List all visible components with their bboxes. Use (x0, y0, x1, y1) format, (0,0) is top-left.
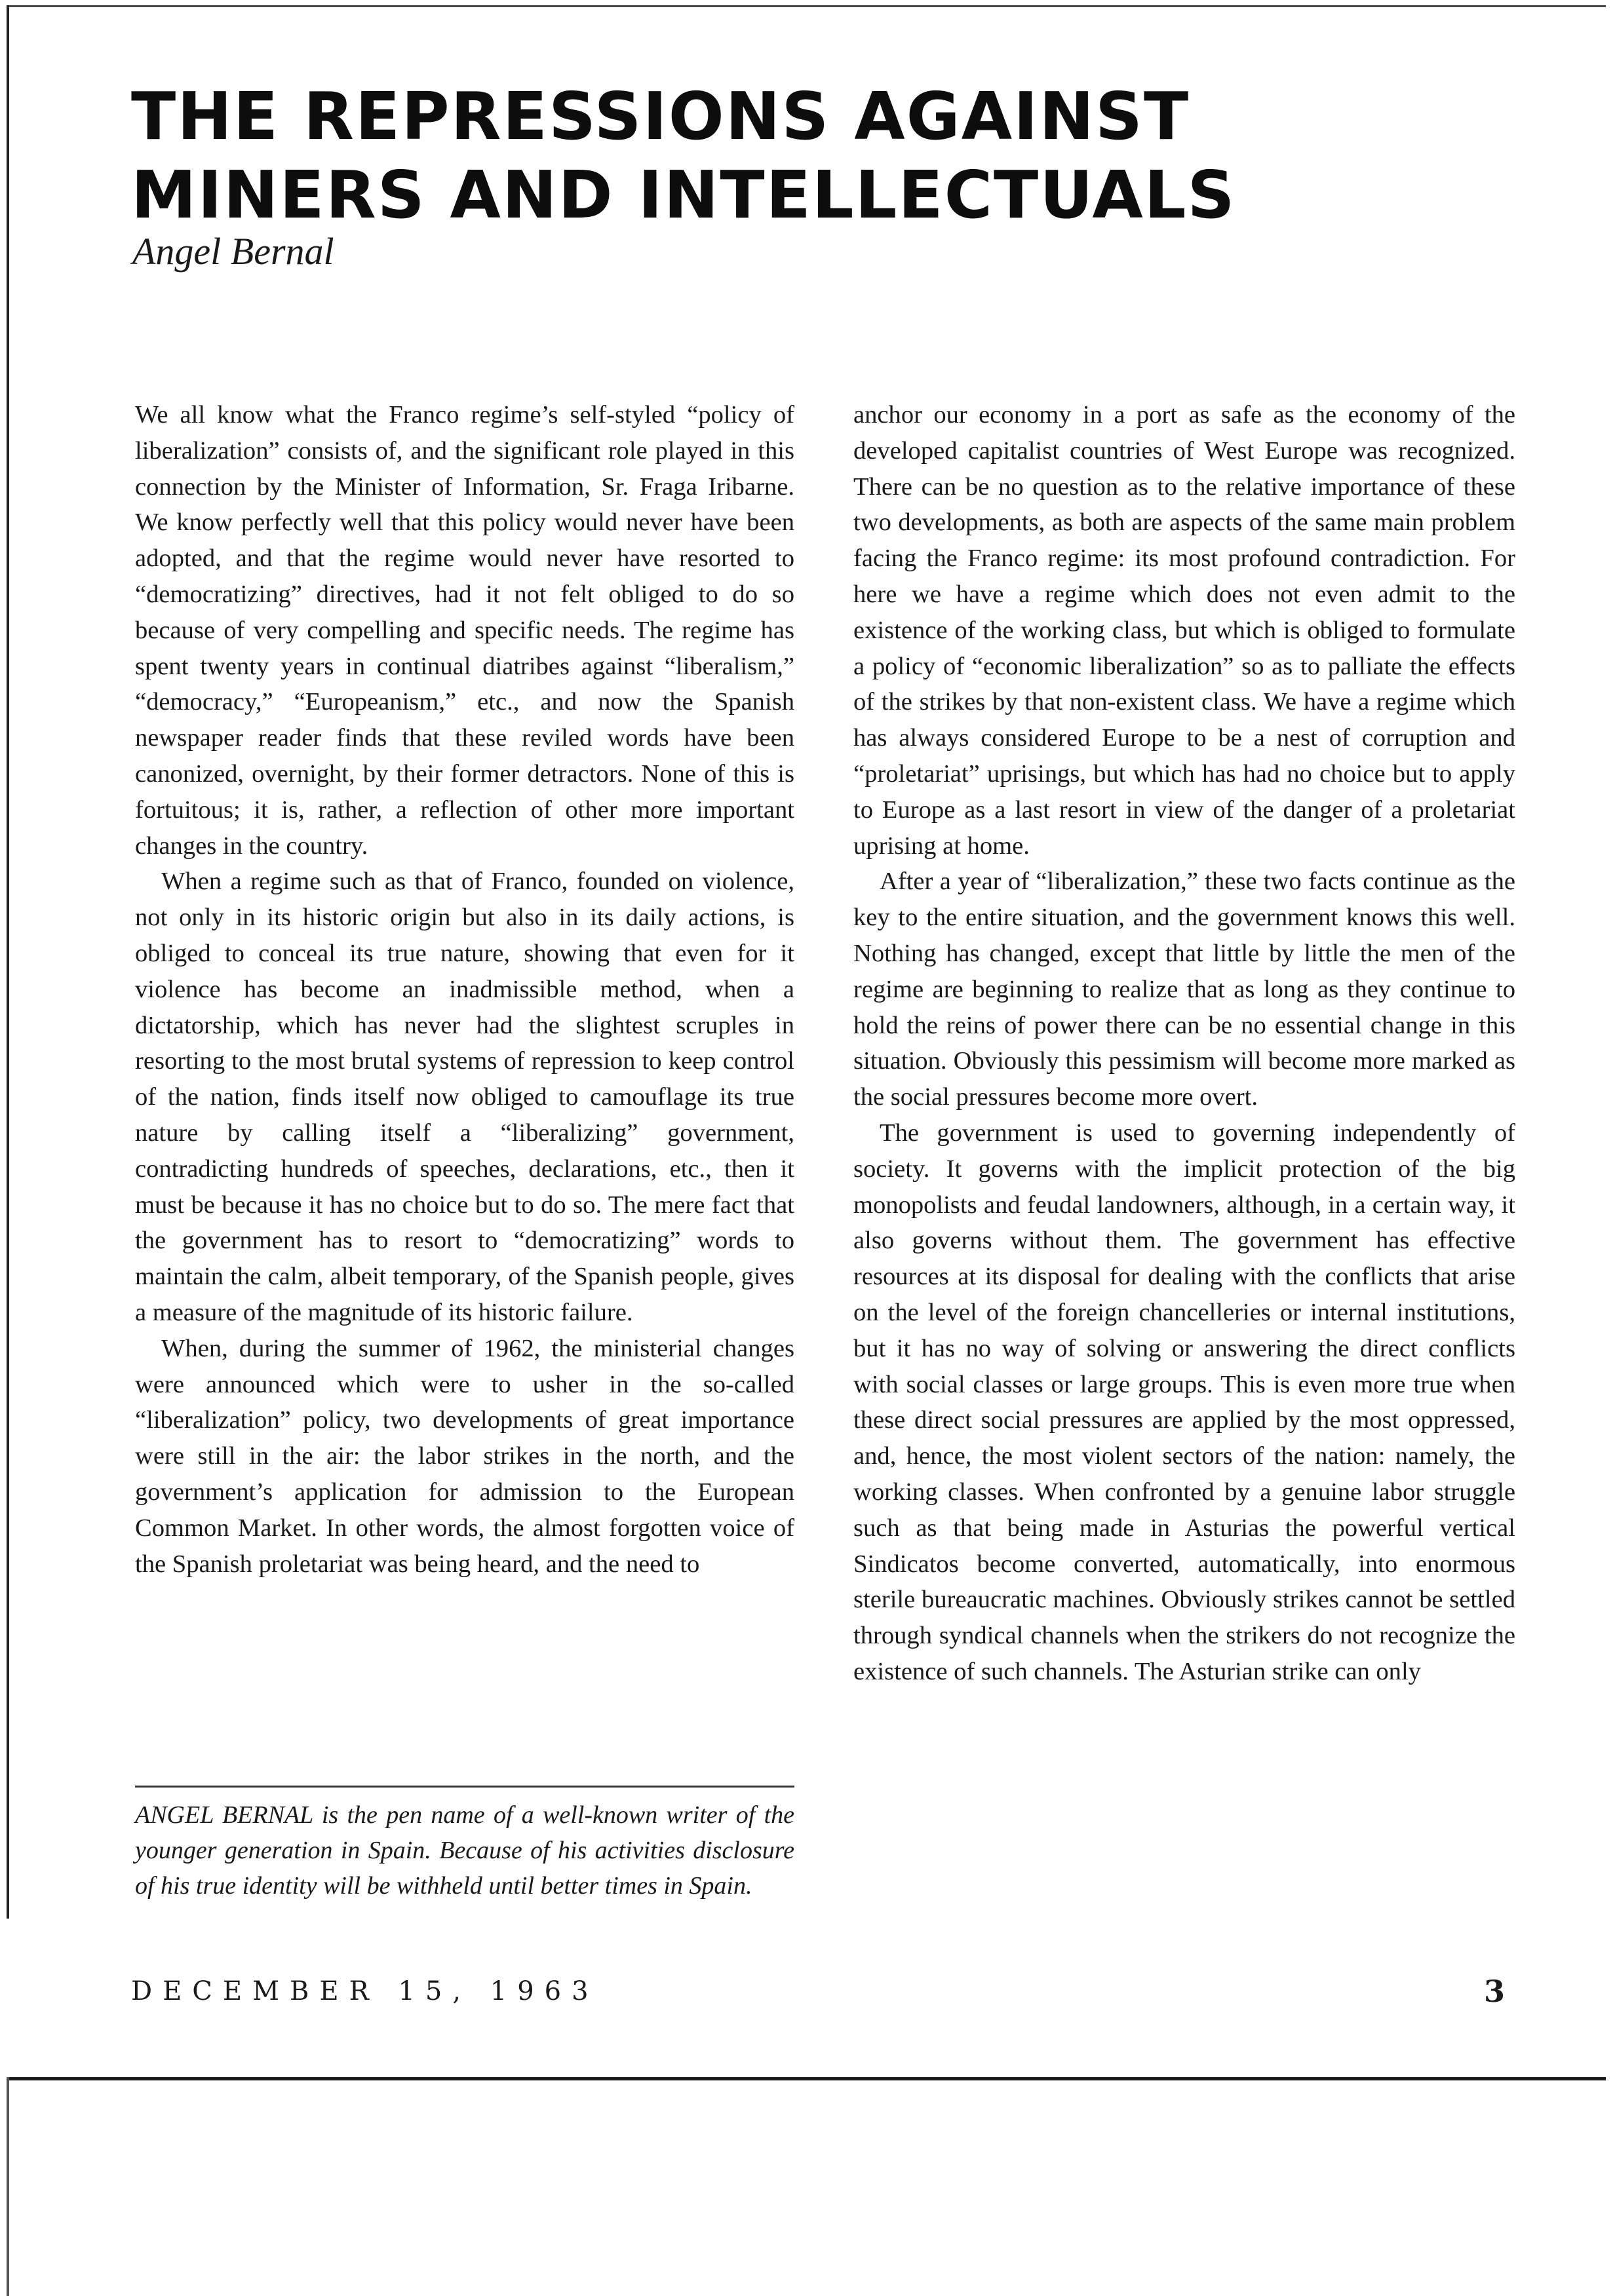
author-footnote: ANGEL BERNAL is the pen name of a well-known writer of the younger generation in Spain. Because of his activities disclosure of his true identity will be withheld until better times in Spain. (135, 1801, 794, 1900)
body-paragraph: anchor our economy in a port as safe as the economy of the developed capitalist countries of West Europe was recognized. There can be no question as to the relative importance of these two developments, as both are aspects of the same main problem facing the Franco regime: its most profound contradiction. For here we have a regime which does not even admit to the existence of the working class, but which is obliged to formulate a policy of “economic liberalization” so as to palliate the effects of the strikes by that non-existent class. We have a regime which has always considered Europe to be a nest of corruption and “proletariat” uprisings, but which has had no choice but to apply to Europe as a last resort in view of the danger of a proletariat uprising at home. (853, 401, 1515, 860)
body-paragraph: We all know what the Franco regime’s self-styled “policy of liberalization” consists of, and the significant role played in this connection by the Minister of Information, Sr. Fraga Iribarne. We know perfectly well that this policy would never have been adopted, and that the regime would never have resorted to “democratizing” directives, had it not felt obliged to do so because of very compelling and specific needs. The regime has spent twenty years in continual diatribes against “liberalism,” “democracy,” “Europeanism,” etc., and now the Spanish newspaper reader finds that these reviled words have been canonized, overnight, by their former detractors. None of this is fortuitous; it is, rather, a reflection of other more important changes in the country. (135, 401, 794, 860)
page-number: 3 (1484, 1974, 1506, 2009)
page-bottom-rule (7, 2077, 1606, 2080)
article-title-line-1: THE REPRESSIONS AGAINST (131, 78, 1190, 155)
issue-date: DECEMBER 15, 1963 (131, 1976, 599, 2006)
right-column (853, 397, 1515, 1690)
body-paragraph: The government is used to governing independently of society. It governs with the implicit protection of the big monopolists and feudal landowners, although, in a certain way, it also governs without them. The government has effective resources at its disposal for dealing with the conflicts that arise on the level of the foreign chancelleries or internal institutions, but it has no way of solving or answering the direct conflicts with social classes or large groups. This is even more true when these direct social pressures are applied by the most oppressed, and, hence, the most violent sectors of the nation: namely, the working classes. When confronted by a genuine labor struggle such as that being made in Asturias the powerful vertical Sindicatos become converted, automatically, into enormous sterile bureaucratic machines. Obviously strikes cannot be settled through syndical channels when the strikers do not recognize the existence of such channels. The Asturian strike can only (853, 1119, 1515, 1685)
article-title (131, 77, 1508, 235)
scan-border-top (7, 5, 1606, 7)
article-title-line-2: MINERS AND INTELLECTUALS (131, 157, 1236, 233)
left-column (135, 397, 794, 1582)
body-paragraph: When, during the summer of 1962, the ministerial changes were announced which were to usher in the so-called “liberalization” policy, two developments of great importance were still in the air: the labor strikes in the north, and the government’s application for admission to the European Common Market. In other words, the almost forgotten voice of the Spanish proletariat was being heard, and the need to (135, 1334, 794, 1578)
body-paragraph: After a year of “liberalization,” these two facts continue as the key to the entire situation, and the government knows this well. Nothing has changed, except that little by little the men of the regime are beginning to realize that as long as they continue to hold the reins of power there can be no essential change in this situation. Obviously this pessimism will become more marked as the social pressures become more overt. (853, 868, 1515, 1111)
scan-border-left (7, 5, 9, 1919)
scan-border-bottom-left (7, 2077, 9, 2296)
author-byline: Angel Bernal (132, 230, 334, 273)
body-paragraph: When a regime such as that of Franco, founded on violence, not only in its historic origin but also in its daily actions, is obliged to conceal its true nature, showing that even for it violence has become an inadmissible method, when a dictatorship, which has never had the slightest scruples in resorting to the most brutal systems of repression to keep control of the nation, finds itself now obliged to camouflage its true nature by calling itself a “liberalizing” government, contradicting hundreds of speeches, declarations, etc., then it must be because it has no choice but to do so. The mere fact that the government has to resort to “democratizing” words to maintain the calm, albeit temporary, of the Spanish people, gives a measure of the magnitude of its historic failure. (135, 868, 794, 1326)
footnote-divider (135, 1786, 794, 1788)
